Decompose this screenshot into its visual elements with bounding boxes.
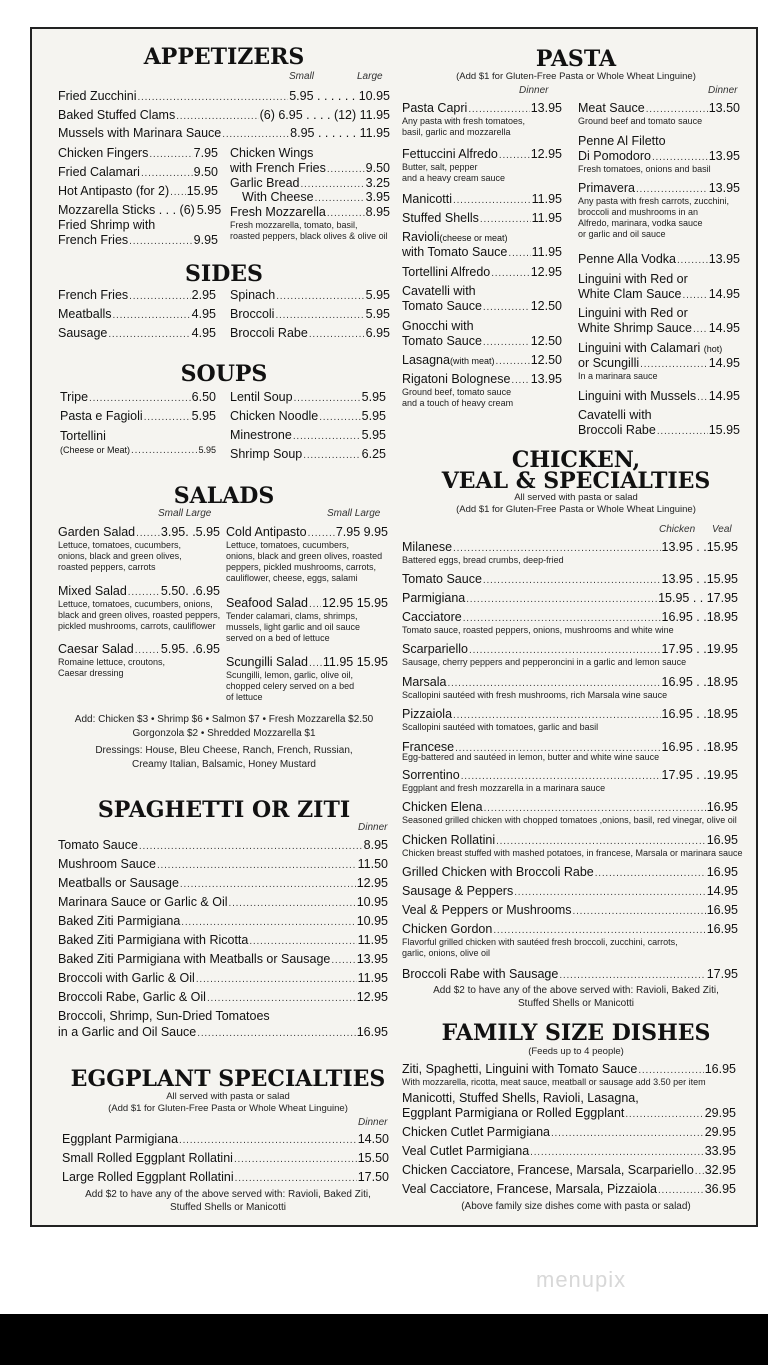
menu-item: Spinach . . . 5.95 bbox=[230, 288, 390, 304]
menu-item: Lentil Soup . . . 5.95 bbox=[230, 390, 386, 406]
menu-item: Eggplant Parmigiana . . . 14.50 bbox=[62, 1132, 389, 1148]
item-description: Lettuce, tomatoes, cucumbers, bbox=[226, 540, 350, 550]
menu-item: Small Rolled Eggplant Rollatini . . . 15.50 bbox=[62, 1151, 389, 1167]
menu-item-name: Broccoli, Shrimp, Sun-Dried Tomatoes bbox=[58, 1009, 270, 1023]
item-description: Tender calamari, clams, shrimps, bbox=[226, 611, 358, 621]
item-description: roasted peppers, carrots bbox=[58, 562, 156, 572]
item-description: Butter, salt, pepper bbox=[402, 162, 478, 172]
item-description: of lettuce bbox=[226, 692, 263, 702]
menu-item: with Tomato Sauce . . . 11.95 bbox=[402, 245, 562, 261]
item-description: cauliflower, cheese, eggs, salami bbox=[226, 573, 358, 583]
item-description: and a heavy cream sauce bbox=[402, 173, 506, 183]
menu-item-name: Fried Shrimp with bbox=[58, 218, 156, 232]
menu-item: Seafood Salad . . . 12.95 15.95 bbox=[226, 596, 388, 612]
menu-item: Veal Cutlet Parmigiana . . . 33.95 bbox=[402, 1144, 736, 1160]
item-description: Scungilli, lemon, garlic, olive oil, bbox=[226, 670, 354, 680]
salads-col-header: Small Large bbox=[327, 508, 381, 519]
menu-item: Garden Salad . . . 3.95. .5.95 bbox=[58, 525, 220, 541]
menu-item: Primavera . . . 13.95 bbox=[578, 181, 740, 197]
menu-item: Baked Ziti Parmigiana with Meatballs or Sausage . . . 13.95 bbox=[58, 952, 388, 968]
menupix-watermark: menupix bbox=[536, 1267, 627, 1292]
menu-item: Baked Ziti Parmigiana with Ricotta . . . 11.95 bbox=[58, 933, 388, 949]
appetizers-large-header: Large bbox=[357, 71, 383, 82]
menu-item: Cacciatore . . . 16.95 . .18.95 bbox=[402, 610, 738, 626]
menu-item: Broccoli Rabe with Sausage . . . 17.95 bbox=[402, 967, 738, 983]
menu-item-name: Gnocchi with bbox=[402, 319, 474, 333]
menu-item: Pasta Capri . . . 13.95 bbox=[402, 101, 562, 117]
item-description: garlic, onions, olive oil bbox=[402, 948, 491, 958]
family-note: (Above family size dishes come with pasta or salad) bbox=[461, 1201, 691, 1212]
menu-item: Tomato Sauce . . . 12.50 bbox=[402, 334, 562, 350]
appetizers-title: APPETIZERS bbox=[143, 44, 305, 70]
menu-item: Di Pomodoro . . . 13.95 bbox=[578, 149, 740, 165]
item-description: Seasoned grilled chicken with chopped tomatoes ,onions, basil, red vinegar, olive oil bbox=[402, 815, 737, 825]
menu-item: Tripe . . . 6.50 bbox=[60, 390, 216, 406]
menu-item: White Shrimp Sauce . . . 14.95 bbox=[578, 321, 740, 337]
menu-item: Broccoli . . . 5.95 bbox=[230, 307, 390, 323]
menu-item: Grilled Chicken with Broccoli Rabe . . . 16.95 bbox=[402, 865, 738, 881]
eggplant-title: EGGPLANT SPECIALTIES bbox=[70, 1066, 386, 1092]
item-description: broccoli and mushrooms in an bbox=[578, 207, 699, 217]
menu-item: Sorrentino . . . 17.95 . .19.95 bbox=[402, 768, 738, 784]
menu-item: Francese . . . 16.95 . .18.95 bbox=[402, 740, 738, 756]
menu-item: with French Fries . . . 9.50 bbox=[230, 161, 390, 177]
eggplant-note: Add $2 to have any of the above served with: Ravioli, Baked Ziti, bbox=[85, 1189, 371, 1200]
menu-item: Tomato Sauce . . . 12.50 bbox=[402, 299, 562, 315]
menu-item: Pasta e Fagioli . . . 5.95 bbox=[60, 409, 216, 425]
salad-dressings: Dressings: House, Bleu Cheese, Ranch, French, Russian, bbox=[95, 745, 353, 756]
menu-item: White Clam Sauce . . . 14.95 bbox=[578, 287, 740, 303]
salad-add-ons: Gorgonzola $2 • Shredded Mozzarella $1 bbox=[132, 728, 316, 739]
pasta-dinner-header: Dinner bbox=[708, 85, 738, 96]
item-description: Egg-battered and sautéed in lemon, butter and white wine sauce bbox=[402, 752, 660, 762]
menu-item: or Scungilli . . . 14.95 bbox=[578, 356, 740, 372]
eggplant-subtitle: (Add $1 for Gluten-Free Pasta or Whole Wheat Linguine) bbox=[108, 1103, 348, 1114]
menu-item-name: Ravioli(cheese or meat) bbox=[402, 230, 508, 244]
soups-title: SOUPS bbox=[180, 361, 268, 387]
item-description: Ground beef, tomato sauce bbox=[402, 387, 512, 397]
pasta-subtitle: (Add $1 for Gluten-Free Pasta or Whole Wheat Linguine) bbox=[456, 71, 696, 82]
menu-item: Meatballs or Sausage . . . 12.95 bbox=[58, 876, 388, 892]
menu-item: Chicken Elena . . . 16.95 bbox=[402, 800, 738, 816]
menu-item: Fettuccini Alfredo . . . 12.95 bbox=[402, 147, 562, 163]
menu-item-name: Cavatelli with bbox=[402, 284, 476, 298]
item-description: Any pasta with fresh tomatoes, bbox=[402, 116, 526, 126]
menu-item: Stuffed Shells . . . 11.95 bbox=[402, 211, 562, 227]
menu-item: in a Garlic and Oil Sauce . . . 16.95 bbox=[58, 1025, 388, 1041]
pasta-title: PASTA bbox=[535, 46, 617, 72]
menu-item: Ziti, Spaghetti, Linguini with Tomato Sauce . . . 16.95 bbox=[402, 1062, 736, 1078]
menu-item: Tomato Sauce . . . 8.95 bbox=[58, 838, 388, 854]
item-description: Flavorful grilled chicken with sautéed fresh broccoli, zucchini, carrots, bbox=[402, 937, 678, 947]
item-description: Battered eggs, bread crumbs, deep-fried bbox=[402, 555, 564, 565]
item-description: mussels, light garlic and oil sauce bbox=[226, 622, 361, 632]
chicken-note: Stuffed Shells or Manicotti bbox=[518, 998, 634, 1009]
menu-item: Caesar Salad . . . 5.95. .6.95 bbox=[58, 642, 220, 658]
menu-page bbox=[30, 27, 758, 1227]
spaghetti-title: SPAGHETTI OR ZITI bbox=[97, 797, 351, 823]
item-description: chopped celery served on a bed bbox=[226, 681, 355, 691]
eggplant-subtitle: All served with pasta or salad bbox=[166, 1091, 290, 1102]
menu-item: Linguini with Mussels . . . 14.95 bbox=[578, 389, 740, 405]
item-description: Alfredo, marinara, vodka sauce bbox=[578, 218, 703, 228]
item-description: Any pasta with fresh carrots, zucchini, bbox=[578, 196, 730, 206]
menu-item-name: Manicotti, Stuffed Shells, Ravioli, Lasagna, bbox=[402, 1091, 639, 1105]
menu-item-name: Linguini with Red or bbox=[578, 306, 688, 320]
menu-item: Marinara Sauce or Garlic & Oil . . . 10.95 bbox=[58, 895, 388, 911]
family-title: FAMILY SIZE DISHES bbox=[441, 1020, 711, 1046]
menu-item: Tortellini Alfredo . . . 12.95 bbox=[402, 265, 562, 281]
menu-item: Broccoli Rabe . . . 6.95 bbox=[230, 326, 390, 342]
salads-title: SALADS bbox=[173, 483, 275, 509]
salads-col-header: Small Large bbox=[158, 508, 212, 519]
menu-item: Mussels with Marinara Sauce . . . 8.95 . . . . . . 11.95 bbox=[58, 126, 390, 142]
item-description: onions, black and green olives, roasted bbox=[226, 551, 383, 561]
menu-item: Chicken Cacciatore, Francese, Marsala, Scarpariello . . . 32.95 bbox=[402, 1163, 736, 1179]
menu-item: Marsala . . . 16.95 . .18.95 bbox=[402, 675, 738, 691]
item-description: Tomato sauce, roasted peppers, onions, mushrooms and white wine bbox=[402, 625, 674, 635]
menu-item: Chicken Cutlet Parmigiana . . . 29.95 bbox=[402, 1125, 736, 1141]
menu-item: Hot Antipasto (for 2) . . . 15.95 bbox=[58, 184, 218, 200]
menu-item: Chicken Rollatini . . . 16.95 bbox=[402, 833, 738, 849]
menu-item-name: Cavatelli with bbox=[578, 408, 652, 422]
menu-item: Milanese . . . 13.95 . .15.95 bbox=[402, 540, 738, 556]
chicken-subtitle: All served with pasta or salad bbox=[514, 492, 638, 503]
menu-item: Fried Zucchini . . . 5.95 . . . . . . 10.95 bbox=[58, 89, 390, 105]
menu-item: Veal Cacciatore, Francese, Marsala, Pizzaiola . . . 36.95 bbox=[402, 1182, 736, 1198]
menu-item: Baked Ziti Parmigiana . . . 10.95 bbox=[58, 914, 388, 930]
menu-item: Scarpariello . . . 17.95 . .19.95 bbox=[402, 642, 738, 658]
chicken-title: CHICKEN, bbox=[511, 447, 641, 473]
menu-item: Cold Antipasto . . . 7.95 9.95 bbox=[226, 525, 388, 541]
veal-col-header: Veal bbox=[712, 524, 732, 535]
menu-item: Manicotti . . . 11.95 bbox=[402, 192, 562, 208]
item-description: Lettuce, tomatoes, cucumbers, onions, bbox=[58, 599, 213, 609]
appetizers-small-header: Small bbox=[289, 71, 315, 82]
menu-item: Chicken Gordon . . . 16.95 bbox=[402, 922, 738, 938]
chicken-col-header: Chicken bbox=[659, 524, 696, 535]
menu-item: Parmigiana . . . 15.95 . . 17.95 bbox=[402, 591, 738, 607]
menu-item: Pizzaiola . . . 16.95 . .18.95 bbox=[402, 707, 738, 723]
item-description: Chicken breast stuffed with mashed potatoes, in francese, Marsala or marinara sauce bbox=[402, 848, 743, 858]
pasta-dinner-header: Dinner bbox=[519, 85, 549, 96]
item-description: Scallopini sautéed with tomatoes, garlic and basil bbox=[402, 722, 599, 732]
menu-item: Meat Sauce . . . 13.50 bbox=[578, 101, 740, 117]
menu-item: Baked Stuffed Clams . . . (6) 6.95 . . . . (12) 11.95 bbox=[58, 108, 390, 124]
menu-item: Mushroom Sauce . . . 11.50 bbox=[58, 857, 388, 873]
menu-item: Penne Alla Vodka . . . 13.95 bbox=[578, 252, 740, 268]
item-description: pickled mushrooms, carrots, cauliflower bbox=[58, 621, 216, 631]
menu-item-name: Penne Al Filetto bbox=[578, 134, 666, 148]
menu-item: French Fries . . . 2.95 bbox=[58, 288, 216, 304]
menu-item: Chicken Noodle . . . 5.95 bbox=[230, 409, 386, 425]
menu-item: Mixed Salad . . . 5.50. .6.95 bbox=[58, 584, 220, 600]
menu-item: Broccoli Rabe . . . 15.95 bbox=[578, 423, 740, 439]
menu-item: Rigatoni Bolognese . . . 13.95 bbox=[402, 372, 562, 388]
item-description: Lettuce, tomatoes, cucumbers, bbox=[58, 540, 182, 550]
item-description: or garlic and oil sauce bbox=[578, 229, 666, 239]
item-description: Sausage, cherry peppers and pepperoncini in a garlic and lemon sauce bbox=[402, 657, 687, 667]
item-description: basil, garlic and mozzarella bbox=[402, 127, 511, 137]
menu-item: Tomato Sauce . . . 13.95 . .15.95 bbox=[402, 572, 738, 588]
item-description: Ground beef and tomato sauce bbox=[578, 116, 703, 126]
menu-item: Sausage & Peppers . . . 14.95 bbox=[402, 884, 738, 900]
menu-item: Chicken Fingers . . . 7.95 bbox=[58, 146, 218, 162]
menu-item: Fresh Mozzarella . . . 8.95 bbox=[230, 205, 390, 221]
menu-item: Large Rolled Eggplant Rollatini . . . 17.50 bbox=[62, 1170, 389, 1186]
item-description: peppers, pickled mushrooms, carrots, bbox=[226, 562, 377, 572]
item-description: Caesar dressing bbox=[58, 668, 124, 678]
spaghetti-dinner-header: Dinner bbox=[358, 822, 388, 833]
eggplant-note: Stuffed Shells or Manicotti bbox=[170, 1202, 286, 1213]
item-description: served on a bed of lettuce bbox=[226, 633, 330, 643]
item-description: onions, black and green olives, bbox=[58, 551, 182, 561]
menu-item: Meatballs . . . 4.95 bbox=[58, 307, 216, 323]
menu-item-name: Linguini with Calamari (hot) bbox=[578, 341, 723, 355]
salad-dressings: Creamy Italian, Balsamic, Honey Mustard bbox=[132, 759, 316, 770]
item-description: Eggplant and fresh mozzarella in a marinara sauce bbox=[402, 783, 606, 793]
menu-item-name: Chicken Wings bbox=[230, 146, 314, 160]
menu-item: Lasagna(with meat) . . . 12.50 bbox=[402, 353, 562, 369]
chicken-title: VEAL & SPECIALTIES bbox=[441, 468, 711, 494]
bottom-bar bbox=[0, 1314, 768, 1365]
item-description: roasted peppers, black olives & olive oil bbox=[230, 231, 388, 241]
menu-item: Eggplant Parmigiana or Rolled Eggplant . . . 29.95 bbox=[402, 1106, 736, 1122]
item-description: Fresh tomatoes, onions and basil bbox=[578, 164, 711, 174]
item-description: Romaine lettuce, croutons, bbox=[58, 657, 166, 667]
family-subtitle: (Feeds up to 4 people) bbox=[528, 1046, 624, 1057]
item-description: and a touch of heavy cream bbox=[402, 398, 514, 408]
menu-item: French Fries . . . 9.95 bbox=[58, 233, 218, 249]
menu-item: (Cheese or Meat) . . . 5.95 bbox=[60, 443, 216, 458]
sides-title: SIDES bbox=[185, 261, 263, 287]
menu-item: Mozzarella Sticks . . . (6) 5.95 bbox=[58, 203, 222, 217]
menu-item: Fried Calamari . . . 9.50 bbox=[58, 165, 218, 181]
menu-item: Garlic Bread . . . 3.25 bbox=[230, 176, 390, 192]
chicken-subtitle: (Add $1 for Gluten-Free Pasta or Whole Wheat Linguine) bbox=[456, 504, 696, 515]
menu-item-name: Tortellini bbox=[60, 429, 106, 443]
menu-item: Broccoli with Garlic & Oil . . . 11.95 bbox=[58, 971, 388, 987]
item-description: Fresh mozzarella, tomato, basil, bbox=[230, 220, 358, 230]
menu-item: Broccoli Rabe, Garlic & Oil . . . 12.95 bbox=[58, 990, 388, 1006]
chicken-note: Add $2 to have any of the above served with: Ravioli, Baked Ziti, bbox=[433, 985, 719, 996]
item-description: In a marinara sauce bbox=[578, 371, 658, 381]
item-description: With mozzarella, ricotta, meat sauce, meatball or sausage add 3.50 per item bbox=[402, 1077, 706, 1087]
menu-item: Scungilli Salad . . . 11.95 15.95 bbox=[226, 655, 388, 671]
menu-item-name: Linguini with Red or bbox=[578, 272, 688, 286]
menu-item: Sausage . . . 4.95 bbox=[58, 326, 216, 342]
salad-add-ons: Add: Chicken $3 • Shrimp $6 • Salmon $7 • Fresh Mozzarella $2.50 bbox=[74, 714, 374, 725]
menu-item: Minestrone . . . 5.95 bbox=[230, 428, 386, 444]
item-description: black and green olives, roasted peppers, bbox=[58, 610, 221, 620]
menu-item: Veal & Peppers or Mushrooms . . . 16.95 bbox=[402, 903, 738, 919]
menu-item: With Cheese . . . 3.95 bbox=[242, 190, 390, 206]
eggplant-dinner-header: Dinner bbox=[358, 1117, 388, 1128]
menu-item: Shrimp Soup . . . 6.25 bbox=[230, 447, 386, 463]
item-description: Scallopini sautéed with fresh mushrooms, rich Marsala wine sauce bbox=[402, 690, 668, 700]
